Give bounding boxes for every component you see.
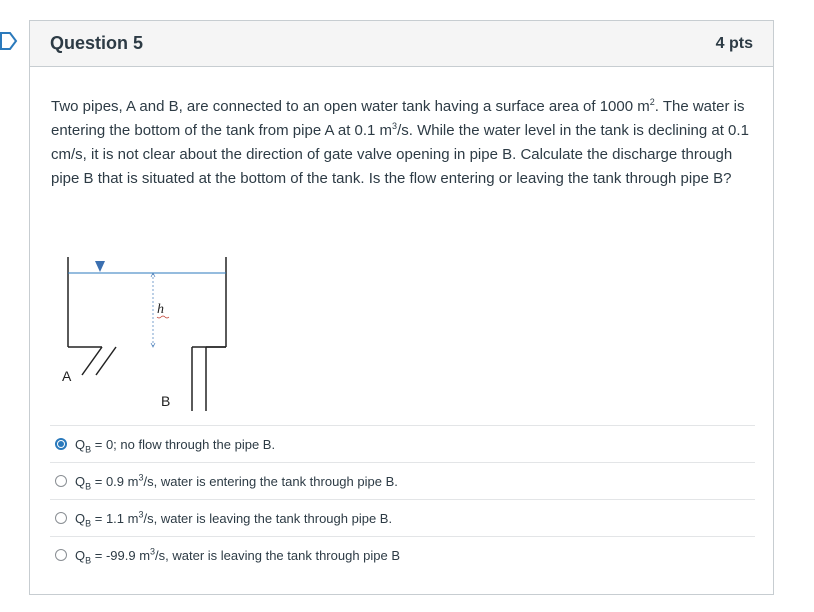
answer-option[interactable] <box>50 536 755 573</box>
question-header <box>30 21 773 67</box>
label-a: A <box>62 368 72 384</box>
question-text-sup: 2 <box>649 97 655 107</box>
answer-text: $Q_B = 1.1$ $m^3/s$, water is leaving the tank through pipe B. <box>75 509 393 529</box>
question-title: Question 5 <box>50 33 144 53</box>
answer-option[interactable] <box>50 499 755 536</box>
answer-text: $Q_B = 0.9$ $m^3/s$, water is entering the tank through pipe B. <box>75 472 398 492</box>
radio-selected-icon[interactable] <box>55 438 67 450</box>
answer-text: $Q_B = 0$; no flow through the pipe B. <box>75 436 276 455</box>
tank-diagram <box>58 235 238 415</box>
question-card <box>29 20 774 595</box>
question-text-sup: 3 <box>392 121 398 131</box>
question-text-part: . The water is entering the bottom of the tank from pipe A at 0.1 m <box>51 98 745 139</box>
water-level-triangle-icon <box>95 261 105 272</box>
radio-icon[interactable] <box>55 512 67 524</box>
flag-question-icon[interactable] <box>0 31 18 51</box>
answer-text: $Q_B = -99.9$ $m^3/s$, water is leaving the tank through pipe B <box>75 546 401 566</box>
answer-option[interactable] <box>50 462 755 499</box>
question-text <box>51 95 756 191</box>
radio-icon[interactable] <box>55 475 67 487</box>
answer-option[interactable] <box>50 425 755 462</box>
radio-icon[interactable] <box>55 549 67 561</box>
question-text-part: Two pipes, A and B, are connected to an open water tank having a surface area of 1000 m <box>51 98 650 115</box>
question-points: 4 pts <box>715 34 753 52</box>
label-b: B <box>161 393 171 409</box>
question-text-part: /s. While the water level in the tank is declining at 0.1 cm/s, it is not clear about the direction of gate valve opening in pipe B. Calculate the discharge through pipe B that is situated at the bottom of the tank. Is the flow entering or leaving the tank through pipe B? <box>51 122 749 187</box>
answer-list <box>50 425 755 573</box>
label-h: h <box>157 302 164 317</box>
